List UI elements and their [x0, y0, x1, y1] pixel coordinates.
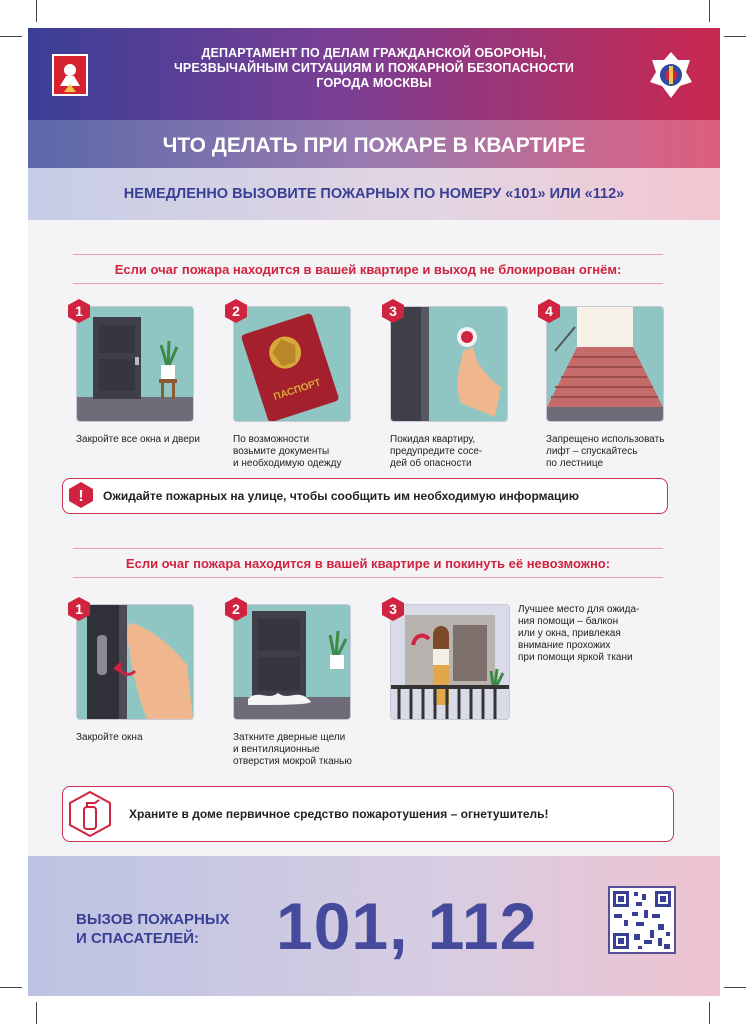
step-number: 1: [75, 601, 83, 617]
fire-department-emblem-icon: [648, 50, 694, 100]
crop-mark: [724, 987, 746, 988]
emergency-numbers: 101, 112: [276, 889, 538, 963]
passport-label: ПАСПОРТ: [272, 377, 323, 403]
caption-line: лифт – спускайтесь: [546, 446, 638, 457]
step-number-badge: [223, 298, 249, 324]
section-1-heading: [73, 254, 663, 284]
step-number: 2: [232, 601, 240, 617]
section-1-heading-text: Если очаг пожара находится в вашей квартире и выход не блокирован огнём:: [114, 262, 622, 277]
step-caption: [233, 732, 383, 768]
caption-line: внимание прохожих: [518, 640, 611, 651]
step-number-badge: [223, 596, 249, 622]
crop-mark: [36, 0, 37, 22]
step-caption: [76, 434, 226, 446]
footer-banner: [28, 856, 720, 996]
step-number: 3: [389, 601, 397, 617]
crop-mark: [709, 1002, 710, 1024]
doorbell-image: [390, 306, 508, 422]
caption-line: Запрещено использовать: [546, 434, 665, 445]
door-wet-cloth-image: [233, 604, 351, 720]
step-number: 4: [545, 303, 553, 319]
call-instruction: НЕМЕДЛЕННО ВЫЗОВИТЕ ПОЖАРНЫХ ПО НОМЕРУ «101» ИЛИ «112»: [123, 186, 625, 202]
step-caption: [390, 434, 540, 470]
department-name: [138, 46, 610, 91]
caption-line: Закройте все окна и двери: [76, 434, 200, 445]
caption-line: отверстия мокрой тканью: [233, 756, 352, 767]
caption-line: дей об опасности: [390, 458, 472, 469]
section-2-heading: [73, 548, 663, 578]
caption-line: Лучшее место для ожида-: [518, 604, 640, 615]
crop-mark: [724, 36, 746, 37]
extinguisher-text: Храните в доме первичное средство пожаротушения – огнетушитель!: [129, 807, 549, 821]
balcony-image: [390, 604, 510, 720]
stairs-image: [546, 306, 664, 422]
caption-line: По возможности: [233, 434, 310, 445]
passport-image: [233, 306, 351, 422]
warning-mark: !: [78, 488, 84, 505]
notice-text: Ожидайте пожарных на улице, чтобы сообщить им необходимую информацию: [103, 489, 580, 503]
step-caption: [518, 604, 678, 664]
step-number-badge: [380, 298, 406, 324]
step-number-badge: [536, 298, 562, 324]
department-line-2: ЧРЕЗВЫЧАЙНЫМ СИТУАЦИЯМ И ПОЖАРНОЙ БЕЗОПАСНОСТИ: [174, 61, 574, 75]
crop-mark: [0, 36, 22, 37]
caption-line: и необходимую одежду: [233, 458, 342, 469]
qr-code-icon[interactable]: [608, 886, 676, 954]
moscow-emblem-icon: [52, 54, 88, 96]
caption-line: возьмите документы: [233, 446, 330, 457]
step-number-badge: [380, 596, 406, 622]
caption-line: Закройте окна: [76, 732, 143, 743]
poster: [28, 28, 720, 996]
crop-mark: [36, 1002, 37, 1024]
crop-mark: [0, 987, 22, 988]
caption-line: ния помощи – балкон: [518, 616, 619, 627]
caption-line: по лестнице: [546, 458, 604, 469]
warning-icon: [67, 481, 95, 509]
step-number: 3: [389, 303, 397, 319]
department-line-1: ДЕПАРТАМЕНТ ПО ДЕЛАМ ГРАЖДАНСКОЙ ОБОРОНЫ,: [201, 46, 547, 60]
call-label: [76, 910, 266, 948]
wait-firefighters-notice: [62, 478, 668, 514]
fire-extinguisher-icon: [67, 791, 113, 837]
step-number-badge: [66, 298, 92, 324]
step-caption: [546, 434, 696, 470]
department-line-3: ГОРОДА МОСКВЫ: [316, 76, 432, 90]
step-number: 2: [232, 303, 240, 319]
crop-mark: [709, 0, 710, 22]
section-2-heading-text: Если очаг пожара находится в вашей квартире и покинуть её невозможно:: [125, 556, 611, 571]
caption-line: Покидая квартиру,: [390, 434, 476, 445]
caption-line: предупредите сосе-: [390, 446, 483, 457]
caption-line: Заткните дверные щели: [233, 732, 346, 743]
step-number: 1: [75, 303, 83, 319]
page-title: ЧТО ДЕЛАТЬ ПРИ ПОЖАРЕ В КВАРТИРЕ: [162, 134, 586, 157]
caption-line: и вентиляционные: [233, 744, 320, 755]
step-number-badge: [66, 596, 92, 622]
title-bar: [28, 120, 720, 168]
call-label-line: ВЫЗОВ ПОЖАРНЫХ: [76, 911, 230, 928]
caption-line: при помощи яркой ткани: [518, 652, 633, 663]
caption-line: или у окна, привлекая: [518, 628, 621, 639]
header-banner: [28, 28, 720, 120]
call-bar: [28, 168, 720, 220]
extinguisher-notice: [62, 786, 674, 842]
closed-door-image: [76, 306, 194, 422]
call-label-line: И СПАСАТЕЛЕЙ:: [76, 930, 200, 947]
window-handle-image: [76, 604, 194, 720]
step-caption: [76, 732, 226, 744]
step-caption: [233, 434, 383, 470]
